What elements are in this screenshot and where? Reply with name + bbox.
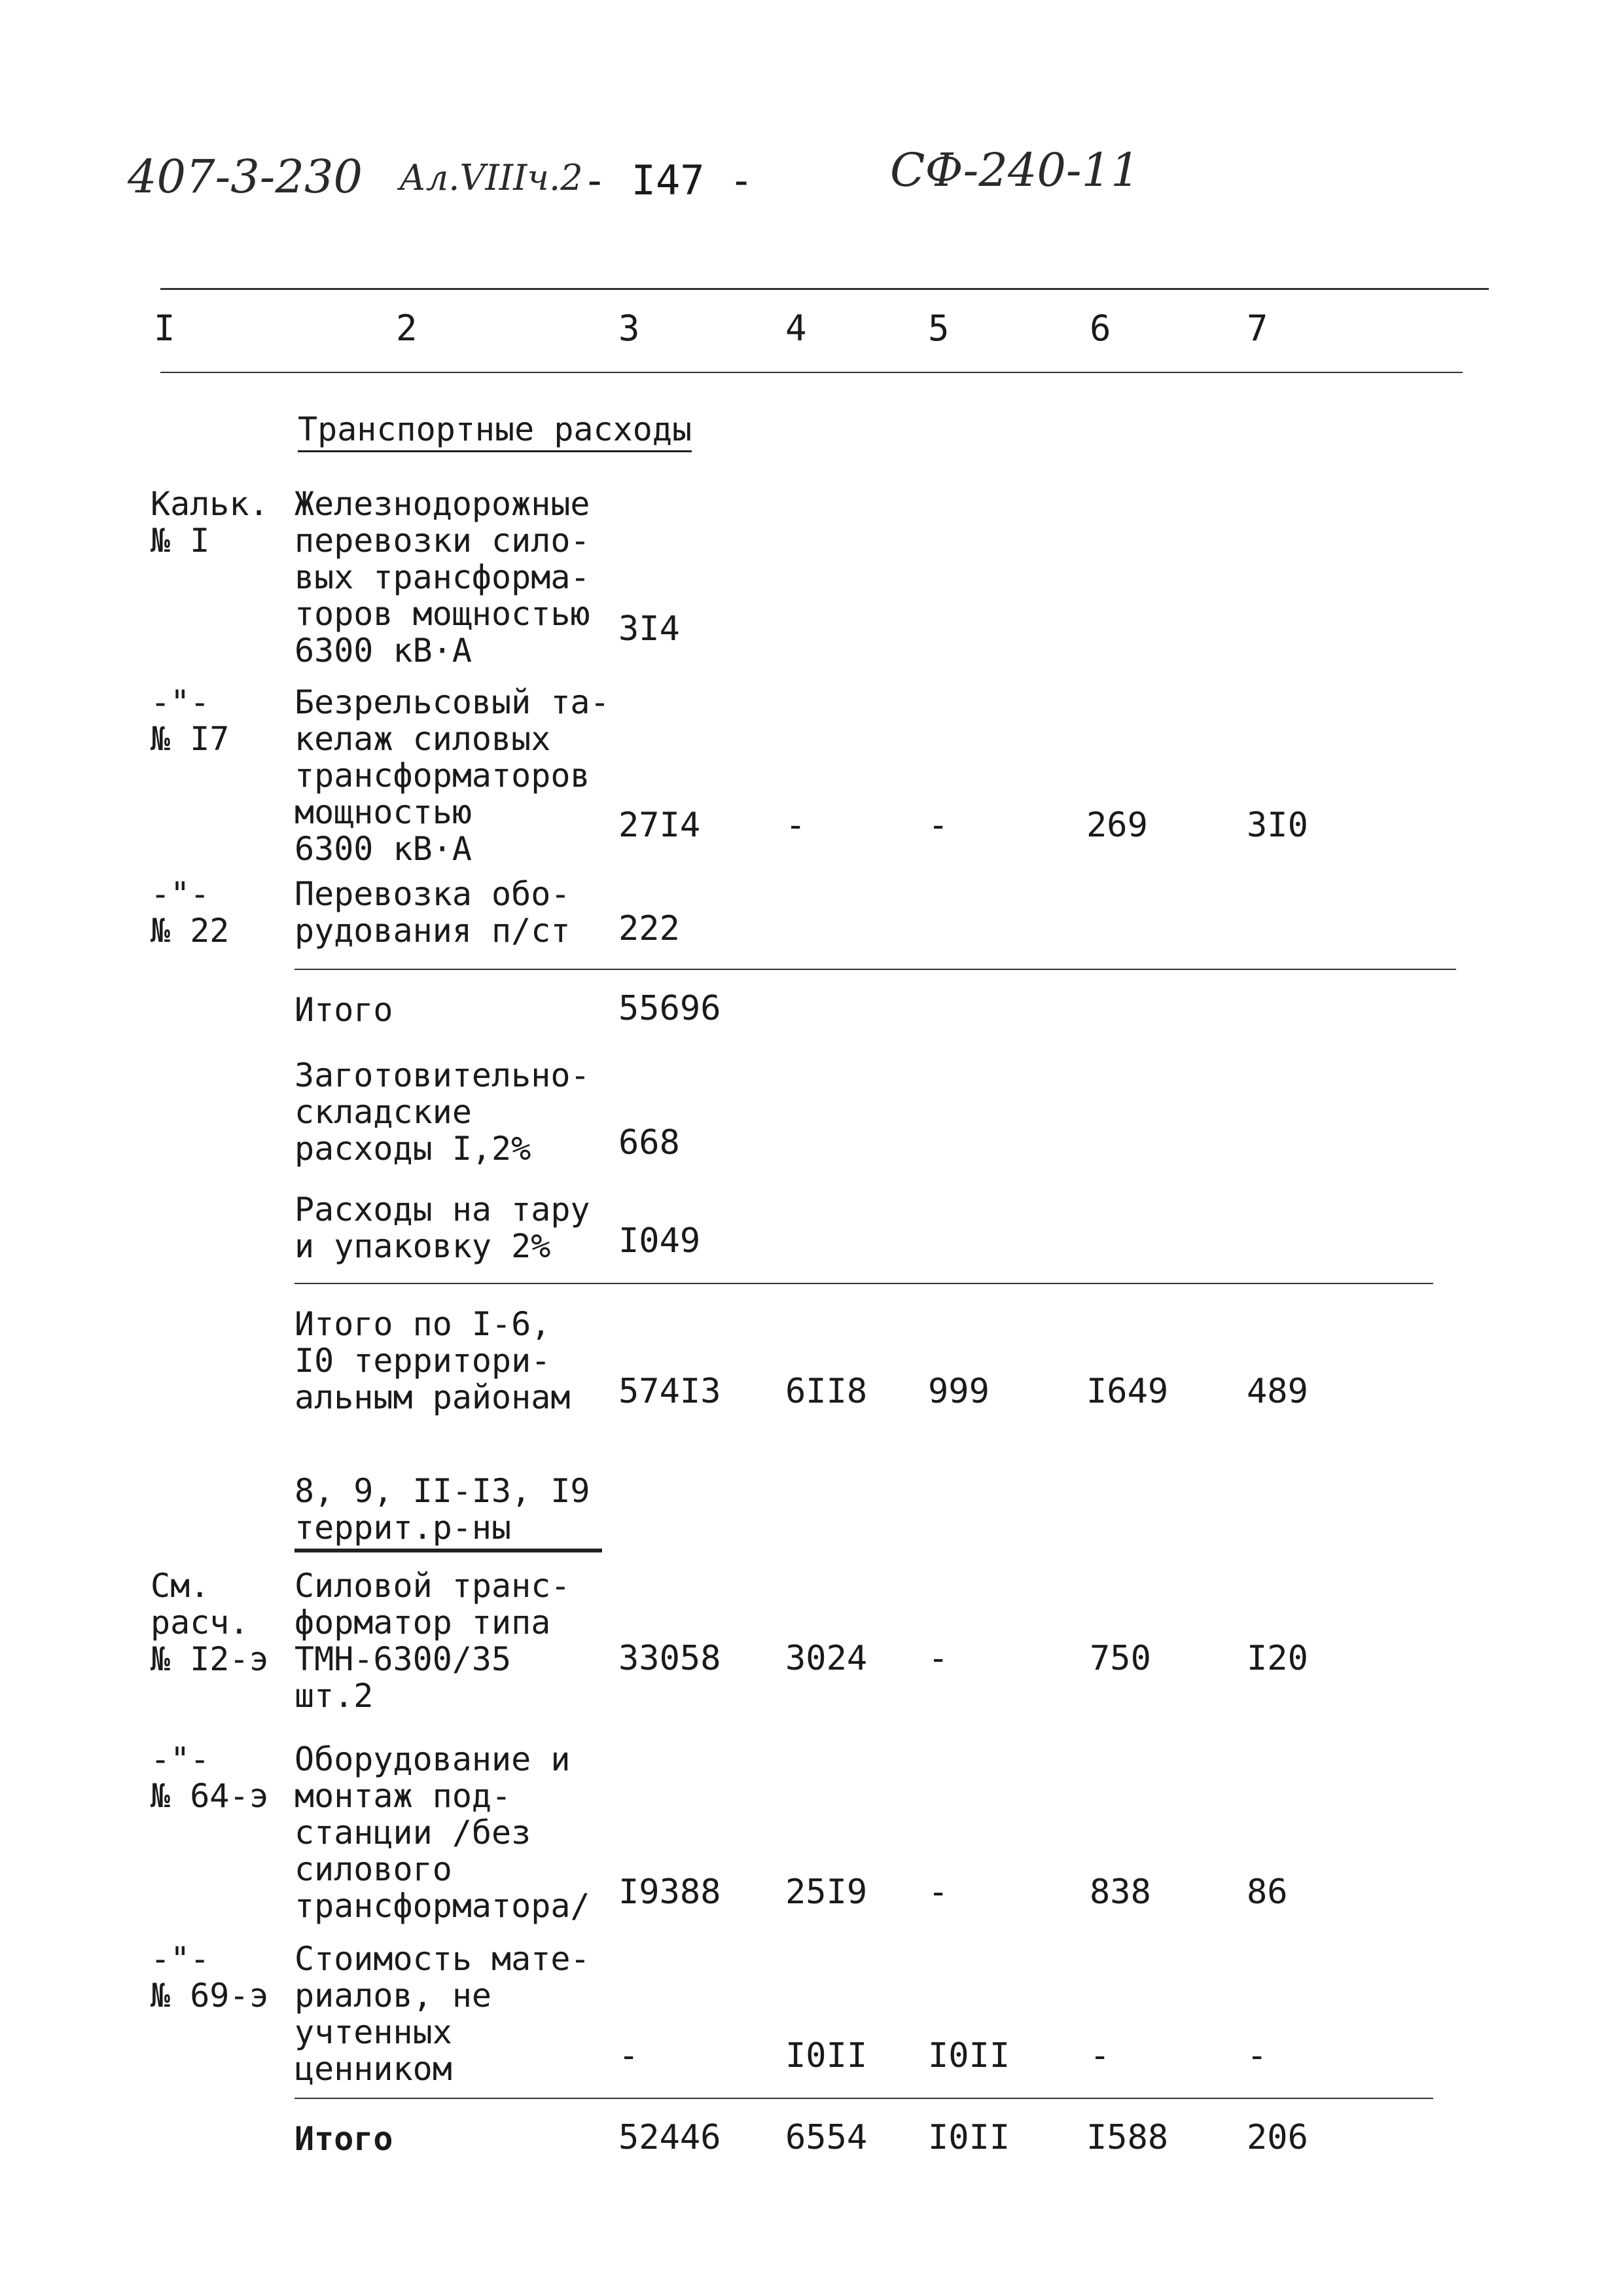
row-name: Безрельсовый та- келаж силовых трансформаторов мощностью 6300 кВ·А bbox=[294, 683, 610, 868]
row-ref: -"- № 22 bbox=[151, 875, 230, 950]
row-value-col4: 25I9 bbox=[785, 1873, 868, 1912]
row-value-col3: 222 bbox=[618, 909, 680, 948]
row-value-col3: - bbox=[618, 2036, 639, 2075]
row-name: Силовой транс- форматор типа ТМН-6300/35 шт.2 bbox=[294, 1567, 571, 1715]
row-value-col3: 27I4 bbox=[618, 806, 701, 845]
row-value-col3: I9388 bbox=[618, 1873, 721, 1912]
row-value-col3: 55696 bbox=[618, 989, 721, 1028]
row-value-col7: 206 bbox=[1247, 2118, 1308, 2157]
row-value-col7: 86 bbox=[1247, 1873, 1288, 1912]
row-value-col7: 3I0 bbox=[1247, 806, 1308, 845]
row-value-col7: - bbox=[1247, 2036, 1268, 2075]
row-name: Оборудование и монтаж под- станции /без силового трансформатора/ bbox=[294, 1740, 590, 1925]
row-value-col7: I20 bbox=[1247, 1639, 1308, 1678]
row-name: Железнодорожные перевозки сило- вых трансформа- торов мощностью 6300 кВ·А bbox=[294, 485, 590, 670]
row-value-col4: 6II8 bbox=[785, 1372, 868, 1411]
header-top-rule bbox=[160, 288, 1489, 290]
row-value-col4: - bbox=[785, 806, 806, 845]
row-name: Итого bbox=[294, 991, 393, 1029]
row-value-col4: I0II bbox=[785, 2036, 868, 2075]
row-value-col6: 750 bbox=[1090, 1639, 1151, 1678]
column-header-4: 4 bbox=[785, 308, 807, 349]
row-value-col5: - bbox=[928, 1873, 949, 1912]
row-ref: -"- № 64-э bbox=[151, 1740, 269, 1815]
row-value-col6: I649 bbox=[1086, 1372, 1169, 1411]
section-underline bbox=[294, 1549, 602, 1552]
page-number: - I47 - bbox=[582, 156, 754, 204]
column-header-7: 7 bbox=[1247, 308, 1268, 349]
row-name: Стоимость мате- риалов, не учтенных ценником bbox=[294, 1940, 590, 2088]
column-header-3: 3 bbox=[618, 308, 640, 349]
column-header-2: 2 bbox=[396, 308, 418, 349]
row-name: Расходы на тару и упаковку 2% bbox=[294, 1191, 590, 1265]
row-ref: Кальк. № I bbox=[151, 485, 269, 560]
row-ref: -"- № I7 bbox=[151, 683, 230, 758]
album-number: Ал.VIIIч.2 bbox=[399, 157, 583, 198]
row-ref: См. расч. № I2-э bbox=[151, 1567, 269, 1678]
column-header-1: I bbox=[154, 308, 175, 349]
row-value-col3: 3I4 bbox=[618, 609, 680, 649]
final-total-rule bbox=[294, 2098, 1433, 2099]
sheet-code: СФ-240-11 bbox=[890, 143, 1140, 197]
row-name: Заготовительно- складские расходы I,2% bbox=[294, 1056, 590, 1168]
row-value-col5: - bbox=[928, 806, 949, 845]
subtotal-rule bbox=[294, 969, 1456, 970]
row-value-col5: 999 bbox=[928, 1372, 990, 1411]
row-value-col3: 52446 bbox=[618, 2118, 721, 2157]
section-title-territories: 8, 9, II-I3, I9 bbox=[294, 1472, 590, 1510]
row-value-col3: 33058 bbox=[618, 1639, 721, 1678]
row-name: Итого bbox=[294, 2120, 393, 2158]
row-value-col6: 838 bbox=[1090, 1873, 1151, 1912]
column-header-6: 6 bbox=[1090, 308, 1111, 349]
header-bottom-rule bbox=[160, 372, 1463, 373]
row-value-col6: I588 bbox=[1086, 2118, 1169, 2157]
row-value-col3: I049 bbox=[618, 1221, 701, 1261]
total-rule bbox=[294, 1283, 1433, 1284]
row-value-col5: - bbox=[928, 1639, 949, 1678]
section-title-territories-line2: террит.р-ны bbox=[294, 1509, 512, 1547]
row-value-col5: I0II bbox=[928, 2036, 1010, 2075]
row-value-col3: 668 bbox=[618, 1123, 680, 1162]
row-value-col5: I0II bbox=[928, 2118, 1010, 2157]
row-value-col4: 6554 bbox=[785, 2118, 868, 2157]
row-value-col3: 574I3 bbox=[618, 1372, 721, 1411]
row-value-col7: 489 bbox=[1247, 1372, 1308, 1411]
row-name: Итого по I-6, I0 территори- альным районам bbox=[294, 1305, 571, 1416]
document-code: 407-3-230 bbox=[128, 150, 363, 204]
row-value-col6: 269 bbox=[1086, 806, 1148, 845]
row-name: Перевозка обо- рудования п/ст bbox=[294, 875, 571, 950]
section-title-transport: Транспортные расходы bbox=[298, 411, 692, 452]
column-header-5: 5 bbox=[928, 308, 950, 349]
row-ref: -"- № 69-э bbox=[151, 1940, 269, 2015]
row-value-col6: - bbox=[1090, 2036, 1111, 2075]
row-value-col4: 3024 bbox=[785, 1639, 868, 1678]
